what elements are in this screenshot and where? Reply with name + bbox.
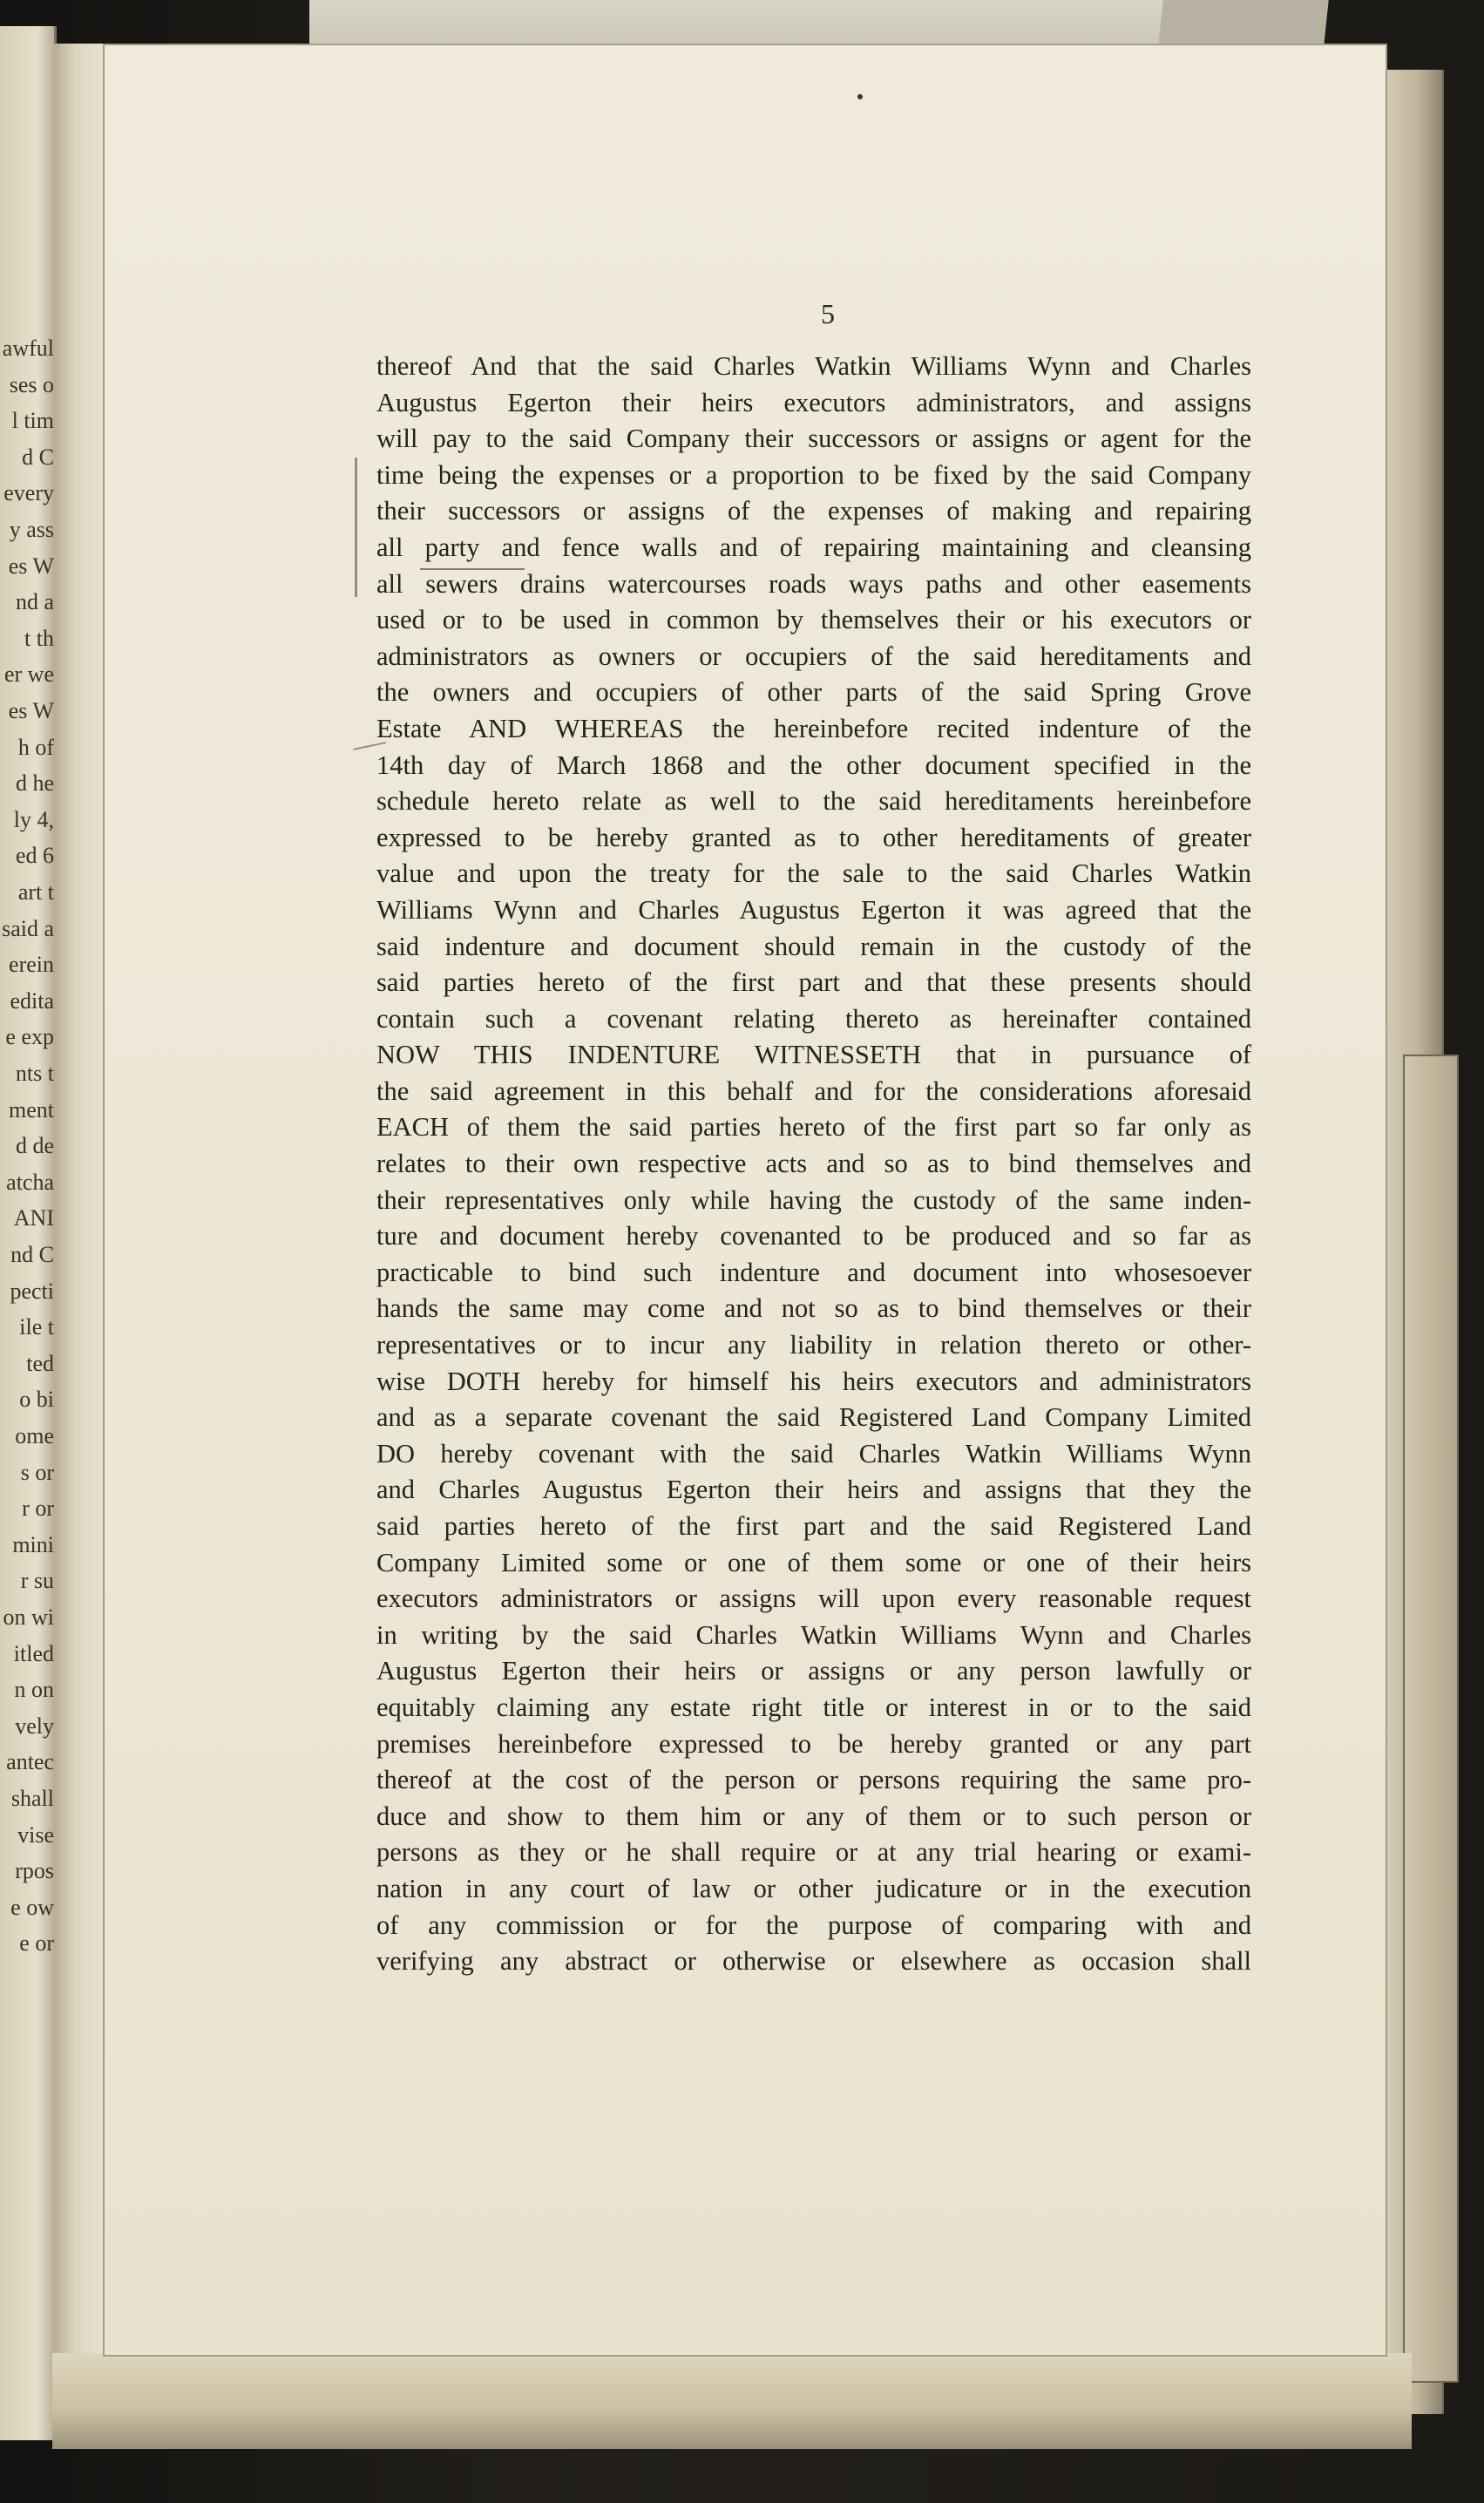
text-line: of any commission or for the purpose of comparing with and <box>376 1909 1251 1940</box>
left-page-text-fragment: y ass <box>9 517 54 542</box>
text-line: Augustus Egerton their heirs executors administrators, and assigns <box>376 387 1251 417</box>
text-line: duce and show to them him or any of them or to such person or <box>376 1801 1251 1831</box>
text-line: will pay to the said Company their successors or assigns or agent for the <box>376 424 1251 454</box>
left-page-text-fragment: ed 6 <box>15 843 54 869</box>
left-page-text-fragment: o bi <box>19 1387 54 1413</box>
left-page-text-fragment: r or <box>22 1496 54 1522</box>
left-page-text-fragment: es W <box>8 553 54 579</box>
top-paper-slip <box>309 0 1217 45</box>
text-line: EACH of them the said parties hereto of the first part so far only as <box>376 1112 1251 1143</box>
text-line: hands the same may come and not so as to bind themselves or their <box>376 1293 1251 1324</box>
text-line: their successors or assigns of the expenses of making and repairing <box>376 496 1251 526</box>
left-page-text-fragment: vely <box>15 1713 54 1739</box>
text-line: NOW THIS INDENTURE WITNESSETH that in pursuance of <box>376 1040 1251 1070</box>
left-page-text-fragment: nd a <box>15 589 54 615</box>
ink-dot <box>857 94 863 99</box>
left-page-text-fragment: shall <box>10 1786 54 1811</box>
left-page-text-fragment: antec <box>6 1749 54 1775</box>
left-page-text-fragment: every <box>3 480 54 506</box>
left-page-text-fragment: ment <box>9 1096 54 1123</box>
text-line: said parties hereto of the first part and the said Registered Land <box>376 1511 1251 1541</box>
left-page-text-fragment: e or <box>19 1930 54 1957</box>
left-page-text-fragment: mini <box>12 1531 54 1557</box>
left-page-text-fragment: nd C <box>10 1242 54 1267</box>
text-line: said parties hereto of the first part and that these presents should <box>376 967 1251 998</box>
text-line: Estate AND WHEREAS the hereinbefore recited indenture of the <box>376 713 1251 743</box>
text-line: ture and document hereby covenanted to be produced and so far as <box>376 1221 1251 1252</box>
text-line: executors administrators or assigns will upon every reasonable request <box>376 1584 1251 1614</box>
text-line: said indenture and document should remain in the custody of the <box>376 931 1251 961</box>
left-page-text-fragment: e ow <box>10 1894 54 1920</box>
text-line: 14th day of March 1868 and the other document specified in the <box>376 750 1251 780</box>
text-line: value and upon the treaty for the sale to the said Charles Watkin <box>376 858 1251 889</box>
text-line: Augustus Egerton their heirs or assigns or any person lawfully or <box>376 1656 1251 1686</box>
left-page-text-fragment: d de <box>15 1133 54 1159</box>
text-line: contain such a covenant relating thereto as hereinafter contained <box>376 1003 1251 1034</box>
text-line: the said agreement in this behalf and for the considerations aforesaid <box>376 1075 1251 1106</box>
left-page-text-fragment: h of <box>17 734 54 760</box>
right-underlying-sheet <box>1403 1055 1459 2383</box>
text-line: representatives or to incur any liability in relation thereto or other- <box>376 1330 1251 1360</box>
text-line: all sewers drains watercourses roads ways paths and other easements <box>376 568 1251 599</box>
text-line: the owners and occupiers of other parts of the said Spring Grove <box>376 677 1251 708</box>
text-line: persons as they or he shall require or at any trial hearing or exami- <box>376 1837 1251 1868</box>
text-line: practicable to bind such indenture and document into whosesoever <box>376 1257 1251 1287</box>
text-line: Williams Wynn and Charles Augustus Egerton it was agreed that the <box>376 894 1251 925</box>
text-line: all party and fence walls and of repairing maintaining and cleansing <box>376 532 1251 562</box>
left-page-text-fragment: itled <box>13 1640 54 1666</box>
left-page-text-fragment: l tim <box>11 408 54 434</box>
left-page-text-fragment: es W <box>8 698 54 723</box>
text-line: wise DOTH hereby for himself his heirs executors and administrators <box>376 1366 1251 1396</box>
text-line: verifying any abstract or otherwise or elsewhere as occasion shall <box>376 1946 1251 1977</box>
left-page-text-fragment: nts t <box>15 1061 54 1086</box>
text-line: schedule hereto relate as well to the said hereditaments hereinbefore <box>376 786 1251 817</box>
text-line: time being the expenses or a proportion to be fixed by the said Company <box>376 459 1251 490</box>
text-line: and Charles Augustus Egerton their heirs and assigns that they the <box>376 1475 1251 1505</box>
text-line: administrators as owners or occupiers of the said hereditaments and <box>376 641 1251 671</box>
left-page-text-fragment: d he <box>15 770 54 797</box>
left-page-text-fragment: vise <box>17 1821 54 1848</box>
text-line: relates to their own respective acts and so as to bind themselves and <box>376 1149 1251 1179</box>
page-bottom-edge <box>52 2353 1412 2449</box>
left-page-text-fragment: edita <box>10 987 54 1014</box>
left-page-text-fragment: d C <box>22 444 54 470</box>
page-number: 5 <box>821 298 835 329</box>
left-page-text-fragment: t th <box>24 625 54 651</box>
margin-pencil-line <box>355 458 357 597</box>
left-facing-page <box>0 26 57 2440</box>
left-page-text-fragment: ted <box>26 1350 54 1376</box>
text-line: equitably claiming any estate right title or interest in or to the said <box>376 1692 1251 1722</box>
left-page-text-fragment: pecti <box>10 1278 54 1304</box>
left-page-text-fragment: ome <box>15 1423 54 1448</box>
left-page-text-fragment: ses o <box>9 371 54 397</box>
body-text <box>376 349 1251 1980</box>
text-line: thereof at the cost of the person or persons requiring the same pro- <box>376 1765 1251 1795</box>
text-line: expressed to be hereby granted as to other hereditaments of greater <box>376 822 1251 852</box>
text-line: their representatives only while having the custody of the same inden- <box>376 1184 1251 1215</box>
text-line: thereof And that the said Charles Watkin Williams Wynn and Charles <box>376 351 1251 381</box>
left-page-text-fragment: ile t <box>19 1314 54 1340</box>
left-page-text-fragment: on wi <box>3 1604 54 1630</box>
text-line: in writing by the said Charles Watkin Williams Wynn and Charles <box>376 1619 1251 1650</box>
left-page-text-fragment: awful <box>2 336 54 361</box>
left-page-text-fragment: atcha <box>6 1169 54 1195</box>
left-page-text-fragment: ly 4, <box>13 806 54 832</box>
left-page-text-fragment: rpos <box>15 1858 54 1884</box>
left-page-text-fragment: said a <box>2 915 54 941</box>
text-line: DO hereby covenant with the said Charles Watkin Williams Wynn <box>376 1438 1251 1469</box>
text-line: Company Limited some or one of them some or one of their heirs <box>376 1547 1251 1577</box>
text-line: used or to be used in common by themselves their or his executors or <box>376 605 1251 635</box>
left-page-text-fragment: s or <box>20 1459 54 1485</box>
left-page-text-fragment: n on <box>14 1677 54 1703</box>
left-page-text-fragment: r su <box>20 1568 54 1594</box>
left-page-text-fragment: erein <box>9 952 54 978</box>
left-page-text-fragment: ANI <box>13 1205 54 1231</box>
left-page-text-fragment: art t <box>17 879 54 905</box>
text-line: and as a separate covenant the said Registered Land Company Limited <box>376 1402 1251 1433</box>
text-line: premises hereinbefore expressed to be hereby granted or any part <box>376 1728 1251 1759</box>
left-page-text-fragment: er we <box>3 661 54 688</box>
text-line: nation in any court of law or other judicature or in the execution <box>376 1873 1251 1903</box>
left-page-text-fragment: e exp <box>5 1024 54 1050</box>
